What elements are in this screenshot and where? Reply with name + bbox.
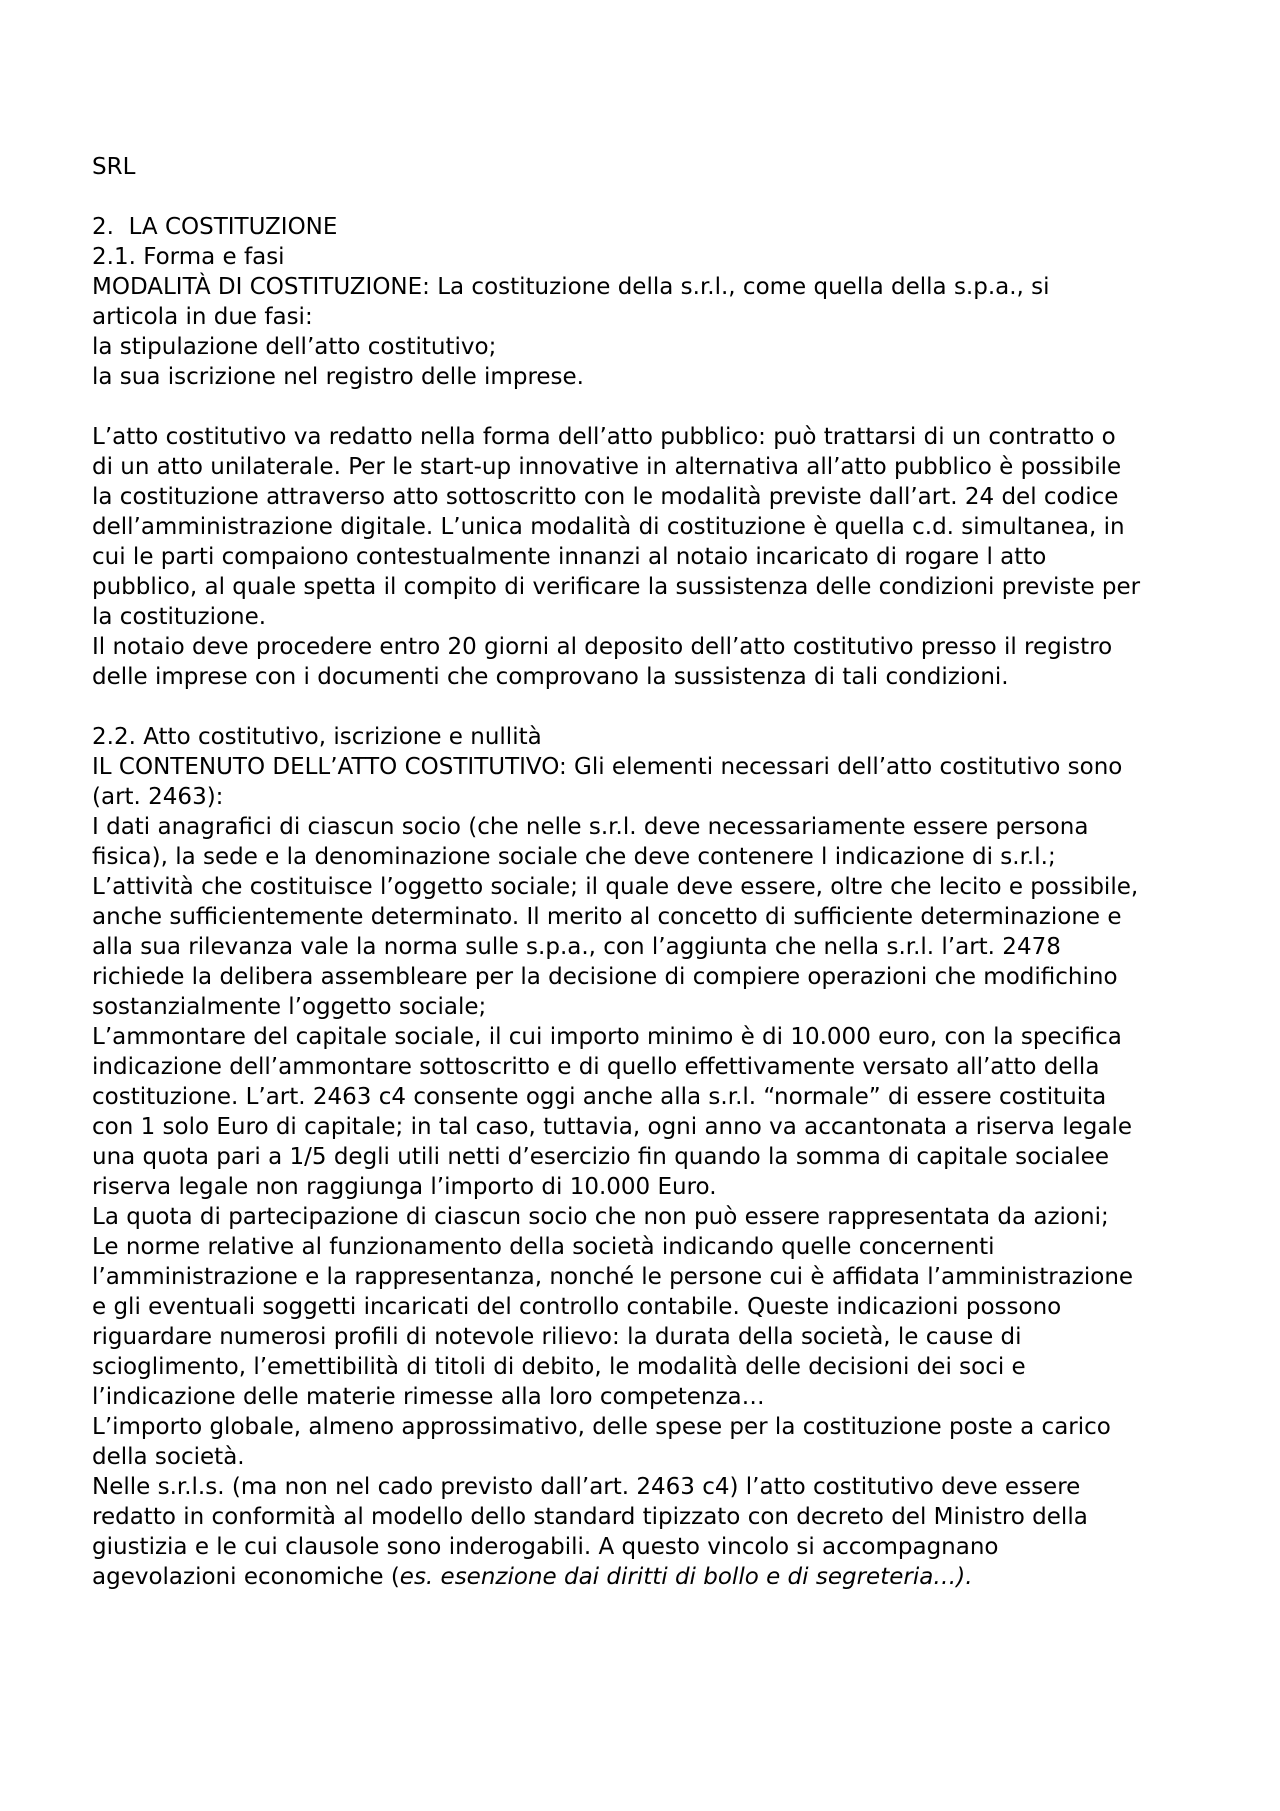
subsection-heading-2-2: 2.2. Atto costitutivo, iscrizione e nullità xyxy=(92,724,542,750)
text-line: (art. 2463): xyxy=(92,784,224,810)
section-heading: 2. LA COSTITUZIONE xyxy=(92,214,338,240)
text-line: redatto in conformità al modello dello standard tipizzato con decreto del Ministro della xyxy=(92,1504,1088,1530)
text-line: L’ammontare del capitale sociale, il cui importo minimo è di 10.000 euro, con la specifica xyxy=(92,1024,1122,1050)
text-line: riguardare numerosi profili di notevole rilievo: la durata della società, le cause di xyxy=(92,1324,1022,1350)
spacer xyxy=(92,692,1272,722)
text-line: indicazione dell’ammontare sottoscritto e di quello effettivamente versato all’atto della xyxy=(92,1054,1100,1080)
text-line: Nelle s.r.l.s. (ma non nel cado previsto dall’art. 2463 c4) l’atto costitutivo deve essere xyxy=(92,1474,1081,1500)
paragraph-atto-costitutivo xyxy=(92,422,1272,692)
text-line: MODALITÀ DI COSTITUZIONE: La costituzione della s.r.l., come quella della s.p.a., si xyxy=(92,274,1050,300)
text-line: l’indicazione delle materie rimesse alla loro competenza… xyxy=(92,1384,765,1410)
text-line: anche sufficientemente determinato. Il merito al concetto di sufficiente determinazione e xyxy=(92,904,1122,930)
last-line-prefix: agevolazioni economiche ( xyxy=(92,1564,400,1590)
text-line: L’atto costitutivo va redatto nella forma dell’atto pubblico: può trattarsi di un contratto o xyxy=(92,424,1116,450)
text-line: la costituzione. xyxy=(92,604,267,630)
text-line: la costituzione attraverso atto sottoscritto con le modalità previste dall’art. 24 del codice xyxy=(92,484,1119,510)
text-line: della società. xyxy=(92,1444,245,1470)
text-line: L’attività che costituisce l’oggetto sociale; il quale deve essere, oltre che lecito e possibile, xyxy=(92,874,1139,900)
text-line: la stipulazione dell’atto costitutivo; xyxy=(92,334,497,360)
text-line: la sua iscrizione nel registro delle imprese. xyxy=(92,364,584,390)
text-line: costituzione. L’art. 2463 c4 consente oggi anche alla s.r.l. “normale” di essere costituita xyxy=(92,1084,1107,1110)
text-line: Le norme relative al funzionamento della società indicando quelle concernenti xyxy=(92,1234,995,1260)
text-line: di un atto unilaterale. Per le start-up innovative in alternativa all’atto pubblico è possibile xyxy=(92,454,1122,480)
document-title: SRL xyxy=(92,154,136,180)
text-line: e gli eventuali soggetti incaricati del controllo contabile. Queste indicazioni possono xyxy=(92,1294,1062,1320)
paragraph-contenuto xyxy=(92,752,1272,1592)
text-line: riserva legale non raggiunga l’importo di 10.000 Euro. xyxy=(92,1174,717,1200)
text-line: l’amministrazione e la rappresentanza, nonché le persone cui è affidata l’amministrazione xyxy=(92,1264,1134,1290)
text-line: alla sua rilevanza vale la norma sulle s.p.a., con l’aggiunta che nella s.r.l. l’art. 2478 xyxy=(92,934,1061,960)
spacer xyxy=(92,392,1272,422)
text-line: La quota di partecipazione di ciascun socio che non può essere rappresentata da azioni; xyxy=(92,1204,1109,1230)
paragraph-modalita xyxy=(92,272,1272,392)
text-line: richiede la delibera assembleare per la decisione di compiere operazioni che modifichino xyxy=(92,964,1118,990)
text-line: scioglimento, l’emettibilità di titoli di debito, le modalità delle decisioni dei soci e xyxy=(92,1354,1026,1380)
text-line: con 1 solo Euro di capitale; in tal caso, tuttavia, ogni anno va accantonata a riserva legale xyxy=(92,1114,1132,1140)
text-line: delle imprese con i documenti che comprovano la sussistenza di tali condizioni. xyxy=(92,664,1009,690)
spacer xyxy=(92,182,1272,212)
text-line: dell’amministrazione digitale. L’unica modalità di costituzione è quella c.d. simultanea, in xyxy=(92,514,1125,540)
text-line: IL CONTENUTO DELL’ATTO COSTITUTIVO: Gli elementi necessari dell’atto costitutivo sono xyxy=(92,754,1123,780)
last-line-italic: es. esenzione dai diritti di bollo e di segreteria…). xyxy=(399,1564,973,1590)
subsection-heading-2-1: 2.1. Forma e fasi xyxy=(92,244,285,270)
text-line: giustizia e le cui clausole sono inderogabili. A questo vincolo si accompagnano xyxy=(92,1534,999,1560)
text-line: cui le parti compaiono contestualmente innanzi al notaio incaricato di rogare l atto xyxy=(92,544,1047,570)
text-line: fisica), la sede e la denominazione sociale che deve contenere l indicazione di s.r.l.; xyxy=(92,844,1056,870)
text-line: Il notaio deve procedere entro 20 giorni al deposito dell’atto costitutivo presso il registro xyxy=(92,634,1113,660)
document-page xyxy=(92,152,1272,1592)
text-line-last xyxy=(92,1562,1272,1592)
text-line: sostanzialmente l’oggetto sociale; xyxy=(92,994,487,1020)
text-line: pubblico, al quale spetta il compito di verificare la sussistenza delle condizioni previste per xyxy=(92,574,1141,600)
text-line: articola in due fasi: xyxy=(92,304,313,330)
text-line: I dati anagrafici di ciascun socio (che nelle s.r.l. deve necessariamente essere persona xyxy=(92,814,1089,840)
text-line: una quota pari a 1/5 degli utili netti d’esercizio fin quando la somma di capitale socialee xyxy=(92,1144,1109,1170)
text-line: L’importo globale, almeno approssimativo, delle spese per la costituzione poste a carico xyxy=(92,1414,1111,1440)
